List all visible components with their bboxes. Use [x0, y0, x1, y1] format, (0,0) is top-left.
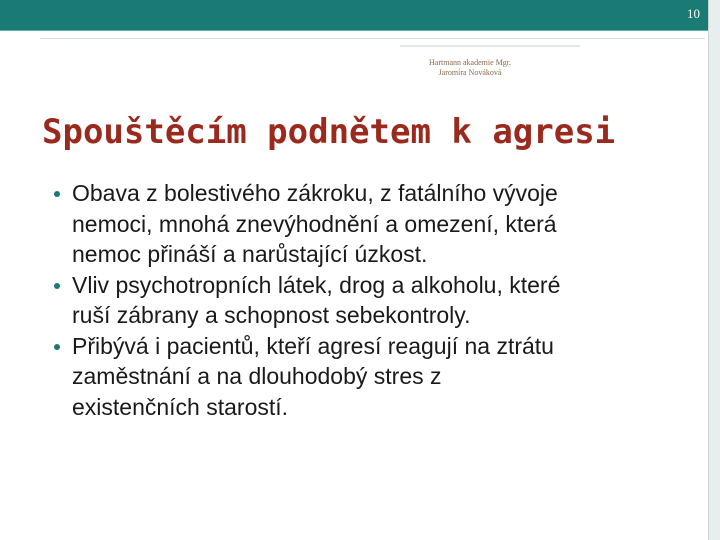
bullet-line: Vliv psychotropních látek, drog a alkoholu, které: [72, 271, 561, 298]
divider-line-short: [400, 45, 580, 47]
bullet-item-1: [52, 178, 702, 270]
bullet-line: ruší zábrany a schopnost sebekontroly.: [72, 302, 471, 328]
right-edge-strip: [708, 0, 720, 540]
bullet-line: existenčních starostí.: [72, 393, 289, 420]
bullet-list: [52, 178, 702, 422]
bullet-item-2: [52, 270, 702, 331]
bullet-line: Obava z bolestivého zákroku, z fatálního vývoje: [72, 180, 558, 206]
bullet-item-3: [52, 331, 702, 423]
page-number: 10: [687, 6, 700, 21]
bullet-dot-icon: [54, 191, 60, 197]
author-note-line-1: Hartmann akademie Mgr.: [429, 58, 511, 67]
bullet-line: nemoc přináší a narůstající úzkost.: [72, 241, 428, 267]
slide-title: Spouštěcím podnětem k agresi: [42, 112, 616, 152]
bullet-dot-icon: [54, 344, 60, 350]
author-note-line-2: Jaromíra Nováková: [438, 68, 502, 77]
header-band: [0, 0, 720, 30]
header-accent-line: [0, 30, 720, 31]
bullet-line: Přibývá i pacientů, kteří agresí reagují na ztrátu: [72, 332, 554, 359]
bullet-line: zaměstnání a na dlouhodobý stres z: [72, 363, 442, 389]
divider-line: [40, 38, 705, 39]
author-note: [420, 58, 520, 78]
bullet-dot-icon: [54, 283, 60, 289]
bullet-line: nemoci, mnohá znevýhodnění a omezení, která: [72, 210, 557, 237]
